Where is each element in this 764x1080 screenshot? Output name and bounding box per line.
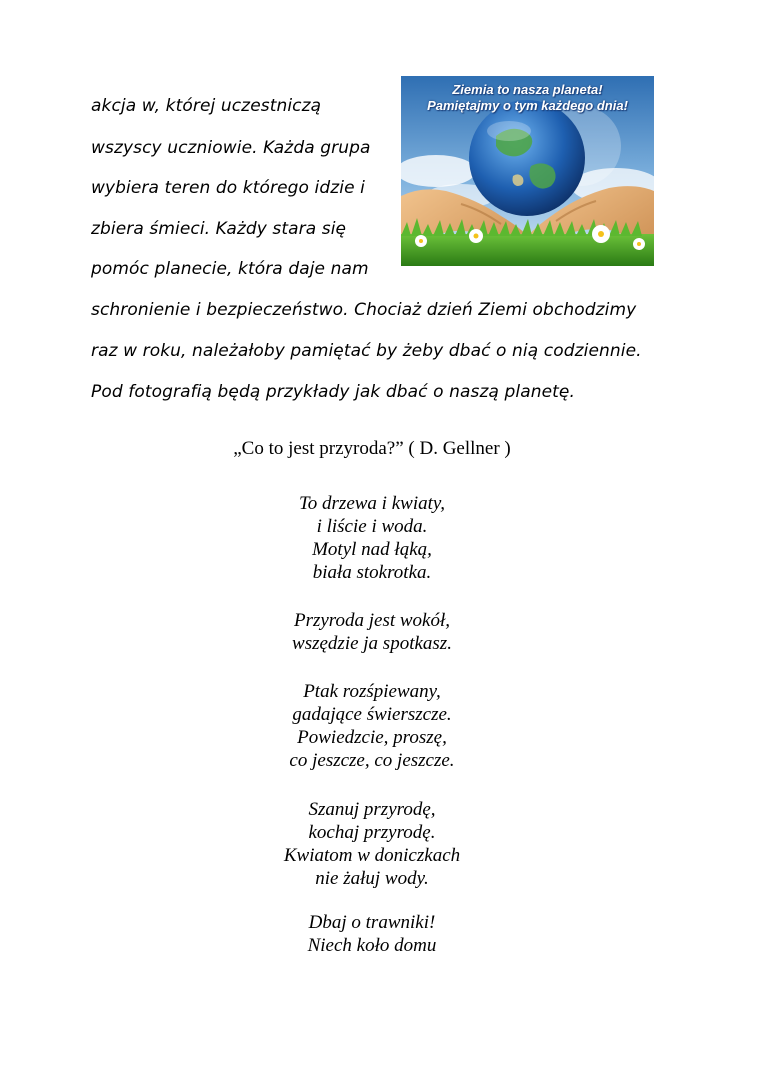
poem-line: To drzewa i kwiaty, — [298, 493, 446, 514]
intro-line-8: Pod fotografią będą przykłady jak dbać o naszą planetę. — [91, 382, 575, 402]
intro-line-2: wszyscy uczniowie. Każda grupa — [91, 138, 371, 158]
poem-line: Przyroda jest wokół, — [293, 610, 451, 631]
earth-hands-photo — [401, 76, 654, 266]
poem-line: biała stokrotka. — [312, 562, 432, 583]
poem-line: Kwiatom w doniczkach — [283, 845, 461, 866]
poem-line: gadające świerszcze. — [292, 704, 452, 725]
poem-line: wszędzie ja spotkasz. — [292, 633, 452, 654]
poem-line: Szanuj przyrodę, — [308, 799, 436, 820]
poem-line: Motyl nad łąką, — [312, 539, 432, 560]
intro-line-4: zbiera śmieci. Każdy stara się — [91, 219, 347, 239]
poem-line: Powiedzcie, proszę, — [297, 727, 447, 748]
intro-line-1: akcja w, której uczestniczą — [91, 96, 322, 116]
poem-stanza-3 — [0, 680, 744, 772]
poem-line: Ptak rozśpiewany, — [303, 681, 441, 702]
poem-stanza-5 — [0, 911, 744, 957]
poem-stanza-2 — [0, 609, 744, 655]
intro-line-7: raz w roku, należałoby pamiętać by żeby dbać o nią codziennie. — [91, 341, 642, 361]
intro-line-5: pomóc planecie, która daje nam — [91, 259, 369, 279]
poem-line: Niech koło domu — [307, 935, 437, 956]
poem-line: co jeszcze, co jeszcze. — [289, 750, 455, 771]
intro-line-6: schronienie i bezpieczeństwo. Chociaż dzień Ziemi obchodzimy — [91, 300, 637, 320]
poem-line: kochaj przyrodę. — [308, 822, 436, 843]
photo-caption-line-1: Ziemia to nasza planeta! — [452, 82, 603, 97]
poem-line: Dbaj o trawniki! — [308, 912, 436, 933]
poem-line: i liście i woda. — [316, 516, 428, 537]
poem-title: „Co to jest przyroda?” ( D. Gellner ) — [233, 438, 511, 459]
photo-caption-line-2: Pamiętajmy o tym każdego dnia! — [427, 98, 628, 113]
poem-line: nie żałuj wody. — [315, 868, 429, 889]
intro-line-3: wybiera teren do którego idzie i — [91, 178, 365, 198]
globe-icon — [469, 100, 585, 216]
poem-stanza-4 — [0, 798, 744, 890]
poem-stanza-1 — [0, 492, 744, 584]
